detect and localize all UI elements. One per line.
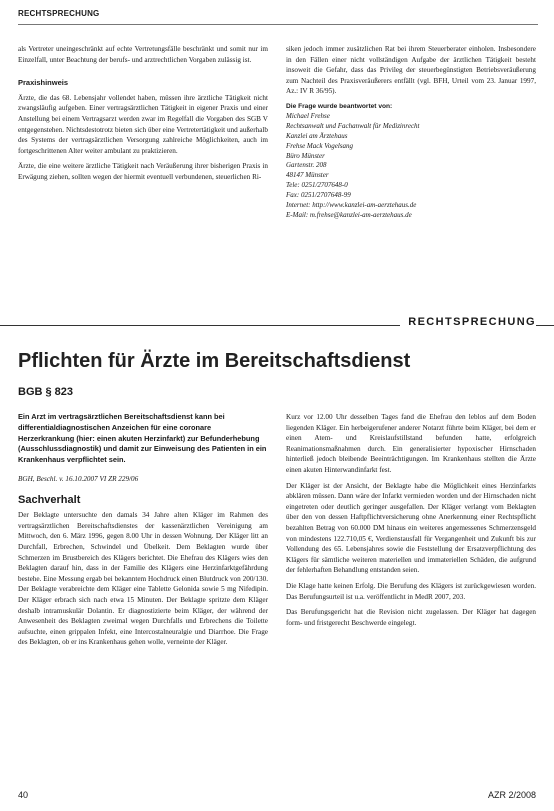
contact-line: Fax: 0251/2707648-99 — [286, 191, 351, 200]
top-right-column — [286, 44, 536, 221]
article-right-paragraph-4: Das Berufungsgericht hat die Revision nicht zugelassen. Der Kläger hat dagegen form- und fristgerecht Beschwerde eingelegt. — [286, 608, 536, 627]
law-reference: BGB § 823 — [18, 386, 74, 398]
article-right-paragraph-1: Kurz vor 12.00 Uhr desselben Tages fand die Ehefrau den leblos auf dem Boden liegenden Kläger. Ein herbeigerufener anderer Notarzt führte beim Kläger, bei dem er einen Atem- und Kreislaufstillstand befunden hatte, erfolgreich Reanimationsmaßnahmen durch. Ein generalisierter hypoxischer Hirnschaden hinterließ jedoch bleibende Beeinträchtigungen. Im Krankenhaus stellten die Ärzte einen akuten Hinterwandinfarkt fest. — [286, 413, 536, 474]
court-citation: BGH, Beschl. v. 16.10.2007 VI ZR 229/06 — [18, 474, 139, 483]
top-left-paragraph-2: Ärzte, die das 68. Lebensjahr vollendet haben, müssen ihre ärztliche Tätigkeit nicht zwangsläufig aufgeben. Einer vertragsärztlichen Tätigkeit in eigener Praxis und einer Anstellung bei einem Vertragsarzt werden zwar im Regelfall die Vorgaben des SGB V entgegenstehen. Nichtsdestotrotz bieten sich über eine Vertretertätigkeit und außerhalb des Systems der vertragsärztlichen Versorgung zahlreiche Möglichkeiten, auch im fortgeschrittenen Alter weiter ambulant zu praktizieren. — [18, 93, 268, 155]
journal-issue: AZR 2/2008 — [487, 790, 536, 800]
header-rule — [18, 24, 538, 25]
top-left-column — [18, 44, 268, 183]
contact-line: Tele: 0251/2707648-0 — [286, 181, 348, 190]
contact-line: Kanzlei am Ärztehaus — [286, 131, 348, 140]
top-left-paragraph-3: Ärzte, die eine weitere ärztliche Tätigkeit nach Veräußerung ihrer bisherigen Praxis in Erwägung ziehen, sollten wegen der hiermit eventuell verbundenen, steuerlichen Ri- — [18, 162, 268, 181]
lead-paragraph: Ein Arzt im vertragsärztlichen Bereitschaftsdienst kann bei differentialdiagnostischen Anzeichen für eine coronare Herzerkrankung (hier: einen akuten Herzinfarkt) zur Befunderhebung (Ausschlussdiagnostik) und damit zur Einweisung des Patienten in ein Krankenhaus verpflichtet sein. — [18, 412, 267, 465]
contact-label: Die Frage wurde beantwortet von: — [286, 102, 393, 110]
article-right-paragraph-3: Die Klage hatte keinen Erfolg. Die Berufung des Klägers ist zurückgewiesen worden. Das Berufungsurteil ist u.a. veröffentlicht in MedR 2007, 203. — [286, 581, 536, 601]
contact-line: Michael Frehse — [286, 111, 330, 120]
praxishinweis-heading: Praxishinweis — [18, 78, 69, 88]
article-title: Pflichten für Ärzte im Bereitschaftsdienst — [18, 350, 411, 372]
contact-line: Büro Münster — [286, 151, 325, 160]
top-left-paragraph-1: als Vertreter uneingeschränkt auf echte Vertretungsfälle beschränkt und somit nur im Einzelfall, unter Beachtung der berufs- und arztrechtlichen Vorgaben zulässig ist. — [18, 45, 268, 64]
contact-line: Rechtsanwalt und Fachanwalt für Medizinrecht — [286, 121, 420, 130]
contact-block — [286, 102, 536, 221]
sachverhalt-heading: Sachverhalt — [18, 493, 81, 506]
page-number: 40 — [18, 790, 29, 800]
section-label: RECHTSPRECHUNG — [400, 316, 536, 328]
top-right-paragraph-1: siken jedoch immer zusätzlichen Rat bei ihrem Steuerberater einholen. Insbesondere in den Fällen einer nicht vollständigen Aufgabe der ärztlichen Tätigkeit besteht insoweit die Gefahr, dass das Privileg der steuerbegünstigten Betriebsveräußerung zum Nachteil des Praxisveräußerers entfällt (vgl. BFH, Urteil vom 23. Januar 1997, Az.: IV R 36/95). — [286, 45, 536, 96]
article-right-column — [286, 412, 536, 628]
contact-line: Gartenstr. 208 — [286, 161, 327, 170]
contact-line: 48147 Münster — [286, 171, 329, 180]
article-left-paragraph-1: Der Beklagte untersuchte den damals 34 Jahre alten Kläger im Rahmen des vertragsärztlichen Bereitschaftsdienstes der kassenärztlichen Vereinigung am Mittwoch, den 6. März 1996, gegen 8.00 Uhr in dessen Wohnung. Der Kläger litt an Durchfall, Erbrechen, Schwindel und Übelkeit. Dem Beklagten wurde über Schmerzen im Brustbereich des Klägers berichtet. Die Ehefrau des Klägers wies den Beklagten darauf hin, dass in der Familie des Klägers eine Herzinfarktgefährdung bestehe. Eine Messung ergab bei bekanntem Hochdruck einen Blutdruck von 200/130. Der Beklagte verabreichte dem Kläger eine Tablette Gelonida sowie 5 mg Nifedipin. Der Kläger erbrach sich nach etwa 15 Minuten. Der Beklagte spritzte dem Kläger deshalb intramuskulär Dolantin. Er diagnostizierte beim Kläger, der während der Anwesenheit des Beklagten zweimal wegen Durchfalls und Erbrechens die Toilette aufsuchte, einen grippalen Infekt, eine Intercostalneuralgie und Diarrhoe. Die Frage des Beklagten, ob er ins Krankenhaus gehen wolle, verneinte der Kläger. — [18, 511, 268, 647]
contact-line[interactable]: E-Mail: m.frehse@kanzlei-am-aerztehaus.de — [286, 210, 412, 219]
contact-line[interactable]: Internet: http://www.kanzlei-am-aerztehaus.de — [286, 201, 417, 210]
article-left-column — [18, 412, 268, 648]
running-header: RECHTSPRECHUNG — [18, 9, 100, 18]
contact-line: Frehse Mack Vogelsang — [286, 141, 353, 150]
article-right-paragraph-2: Der Kläger ist der Ansicht, der Beklagte habe die Möglichkeit eines Herzinfarkts abklären müssen. Dann wäre der Infarkt vermieden worden und der Hirnschaden nicht eingetreten oder deutlich geringer ausgefallen. Der Kläger verlangt vom Beklagten über den von dessen Haftpflichtversicherung ohne Anerkennung einer Rechtspflicht bezahlten Betrag von 60.000 DM hinaus ein weiteres angemessenes Schmerzensgeld von mindestens 122.710,05 €, Verdienstausfall für Vergangenheit und Zukunft bis zur Vollendung des 65. Lebensjahres sowie die Feststellung der Ersatzverpflichtung des Klägers für sämtliche weiteren materiellen und immateriellen Schäden, die aufgrund der fehlerhaften Behandlung entstanden seien. — [286, 481, 536, 575]
